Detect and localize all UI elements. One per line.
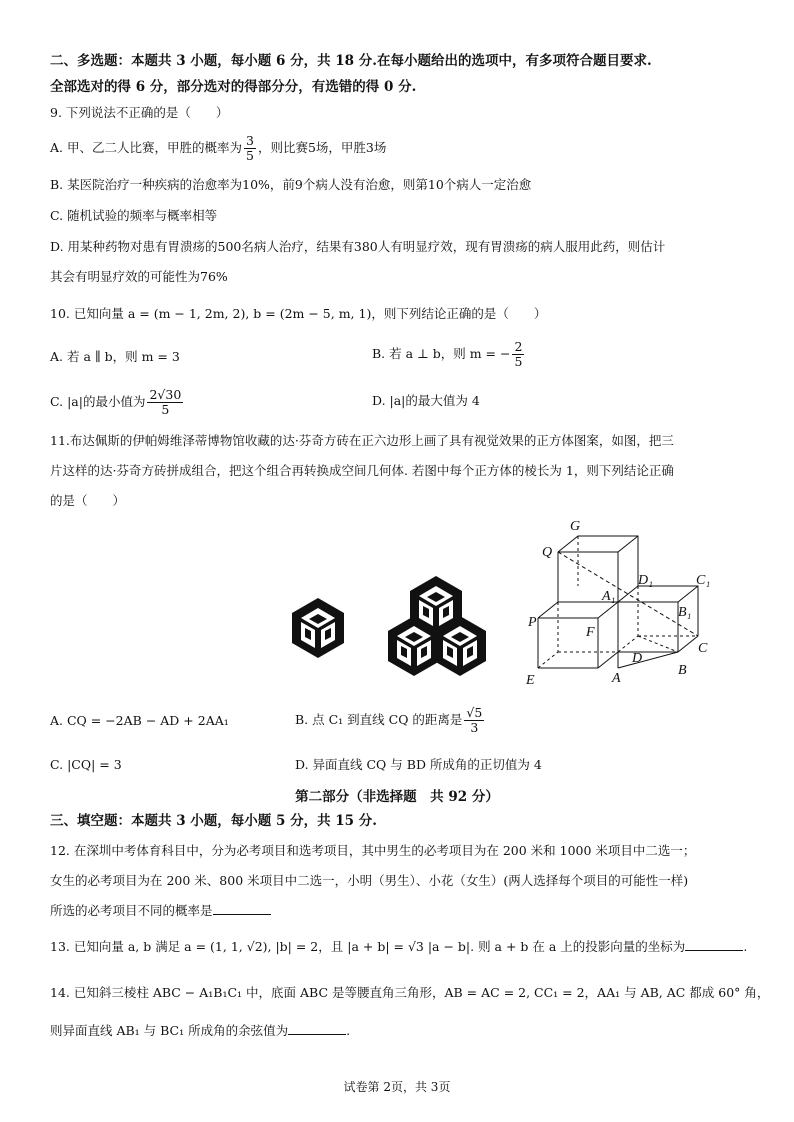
label-C: C — [698, 641, 708, 656]
cube-geometry-figure — [520, 512, 720, 692]
label-P: P — [528, 615, 537, 630]
q14-answer-blank[interactable] — [288, 1022, 346, 1035]
section3-heading: 三、填空题：本题共 3 小题，每小题 5 分，共 15 分. — [50, 813, 377, 829]
label-D: D — [632, 651, 643, 666]
label-B1: B₁ — [678, 605, 692, 620]
label-D1: D₁ — [638, 573, 653, 588]
three-cube-tile — [388, 576, 486, 676]
section-heading: 二、多选题：本题共 3 小题，每小题 6 分，共 18 分.在每小题给出的选项中，有多项符合题目要求. — [50, 53, 652, 69]
q10-option-a: A. 若 a ∥ b，则 m = 3 — [50, 349, 180, 364]
q9-a-text-post: ，则比赛5场，甲胜3场 — [257, 140, 387, 155]
q9-a-text: A. 甲、乙二人比赛，甲胜的概率为 — [50, 140, 242, 155]
q12-answer-blank[interactable] — [213, 902, 271, 915]
label-A: A — [612, 671, 621, 686]
q14-line2: 则异面直线 AB₁ 与 BC₁ 所成角的余弦值为 . — [50, 1023, 351, 1038]
q11-stem: 11.布达佩斯的伊帕姆维泽蒂博物馆收藏的达·芬奇方砖在正六边形上画了具有视觉效果的正方体图案，如图，把三 — [50, 433, 674, 448]
q12-line3: 所选的必考项目不同的概率是 — [50, 902, 271, 920]
q12-line1: 12. 在深圳中考体育科目中，分为必考项目和选考项目，其中男生的必考项目为在 200 米和 1000 米项目中二选一； — [50, 843, 696, 858]
label-F: F — [586, 625, 595, 640]
q9-option-a — [50, 134, 386, 163]
q9-option-d-cont: 其会有明显疗效的可能性为76% — [50, 269, 228, 284]
label-B: B — [678, 663, 687, 678]
q11-option-b: B. 点 C₁ 到直线 CQ 的距离是 $\frac{√5}{3}$ — [295, 705, 483, 735]
q10-option-c: C. |a|的最小值为 $\frac{2√30}{5}$ — [50, 387, 182, 417]
label-E: E — [526, 673, 535, 688]
q14-line1: 14. 已知斜三棱柱 ABC − A₁B₁C₁ 中，底面 ABC 是等腰直角三角形，AB = AC = 2, CC₁ = 2，AA₁ 与 AB, AC 都成 60° 角， — [50, 985, 770, 1000]
label-G: G — [570, 519, 581, 534]
label-A1: A₁ — [602, 589, 616, 604]
q13-text: 13. 已知向量 a, b 满足 a = (1, 1, √2), |b| = 2，且 |a + b| = √3 |a − b|. 则 a + b 在 a 上的投影向量的坐标为 . — [50, 939, 748, 954]
q9-a-fraction: $\frac{3}{5}$ — [245, 133, 254, 163]
q12-line2: 女生的必考项目为在 200 米、800 米项目中二选一，小明（男生）、小花（女生）(两人选择每个项目的可能性一样) — [50, 873, 689, 888]
q9-option-c: C. 随机试验的频率与概率相等 — [50, 208, 218, 223]
q11-stem-2: 片这样的达·芬奇方砖拼成组合，把这个组合再转换成空间几何体. 若图中每个正方体的棱长为 1，则下列结论正确 — [50, 463, 674, 478]
q11-stem-3: 的是（ ） — [50, 493, 126, 508]
q10-stem: 10. 已知向量 a = (m − 1, 2m, 2), b = (2m − 5, m, 1)，则下列结论正确的是（ ） — [50, 306, 547, 321]
q11-option-a: A. CQ = −2AB − AD + 2AA₁ — [50, 713, 229, 728]
q10-option-b: B. 若 a ⊥ b，则 m = − $\frac{2}{5}$ — [372, 339, 523, 369]
q9-option-b: B. 某医院治疗一种疾病的治愈率为10%，前9个病人没有治愈，则第10个病人一定治愈 — [50, 177, 532, 192]
label-C1: C₁ — [696, 573, 711, 588]
section-heading-rules: 全部选对的得 6 分，部分选对的得部分分，有选错的得 0 分. — [50, 79, 417, 95]
part2-heading: 第二部分（非选择题 共 92 分） — [295, 789, 499, 805]
single-cube-tile — [292, 598, 344, 658]
davinci-tile-figures — [288, 570, 508, 690]
q11-option-d: D. 异面直线 CQ 与 BD 所成角的正切值为 4 — [295, 757, 542, 772]
q10-option-d: D. |a|的最大值为 4 — [372, 393, 480, 408]
page-footer: 试卷第 2页，共 3页 — [343, 1080, 451, 1094]
q11-option-c: C. |CQ| = 3 — [50, 757, 122, 772]
label-Q: Q — [542, 545, 553, 560]
q9-option-d: D. 用某种药物对患有胃溃疡的500名病人治疗，结果有380人有明显疗效，现有胃溃疡的病人服用此药，则估计 — [50, 239, 666, 254]
q9-stem: 9. 下列说法不正确的是（ ） — [50, 105, 229, 120]
q13-answer-blank[interactable] — [685, 938, 743, 951]
